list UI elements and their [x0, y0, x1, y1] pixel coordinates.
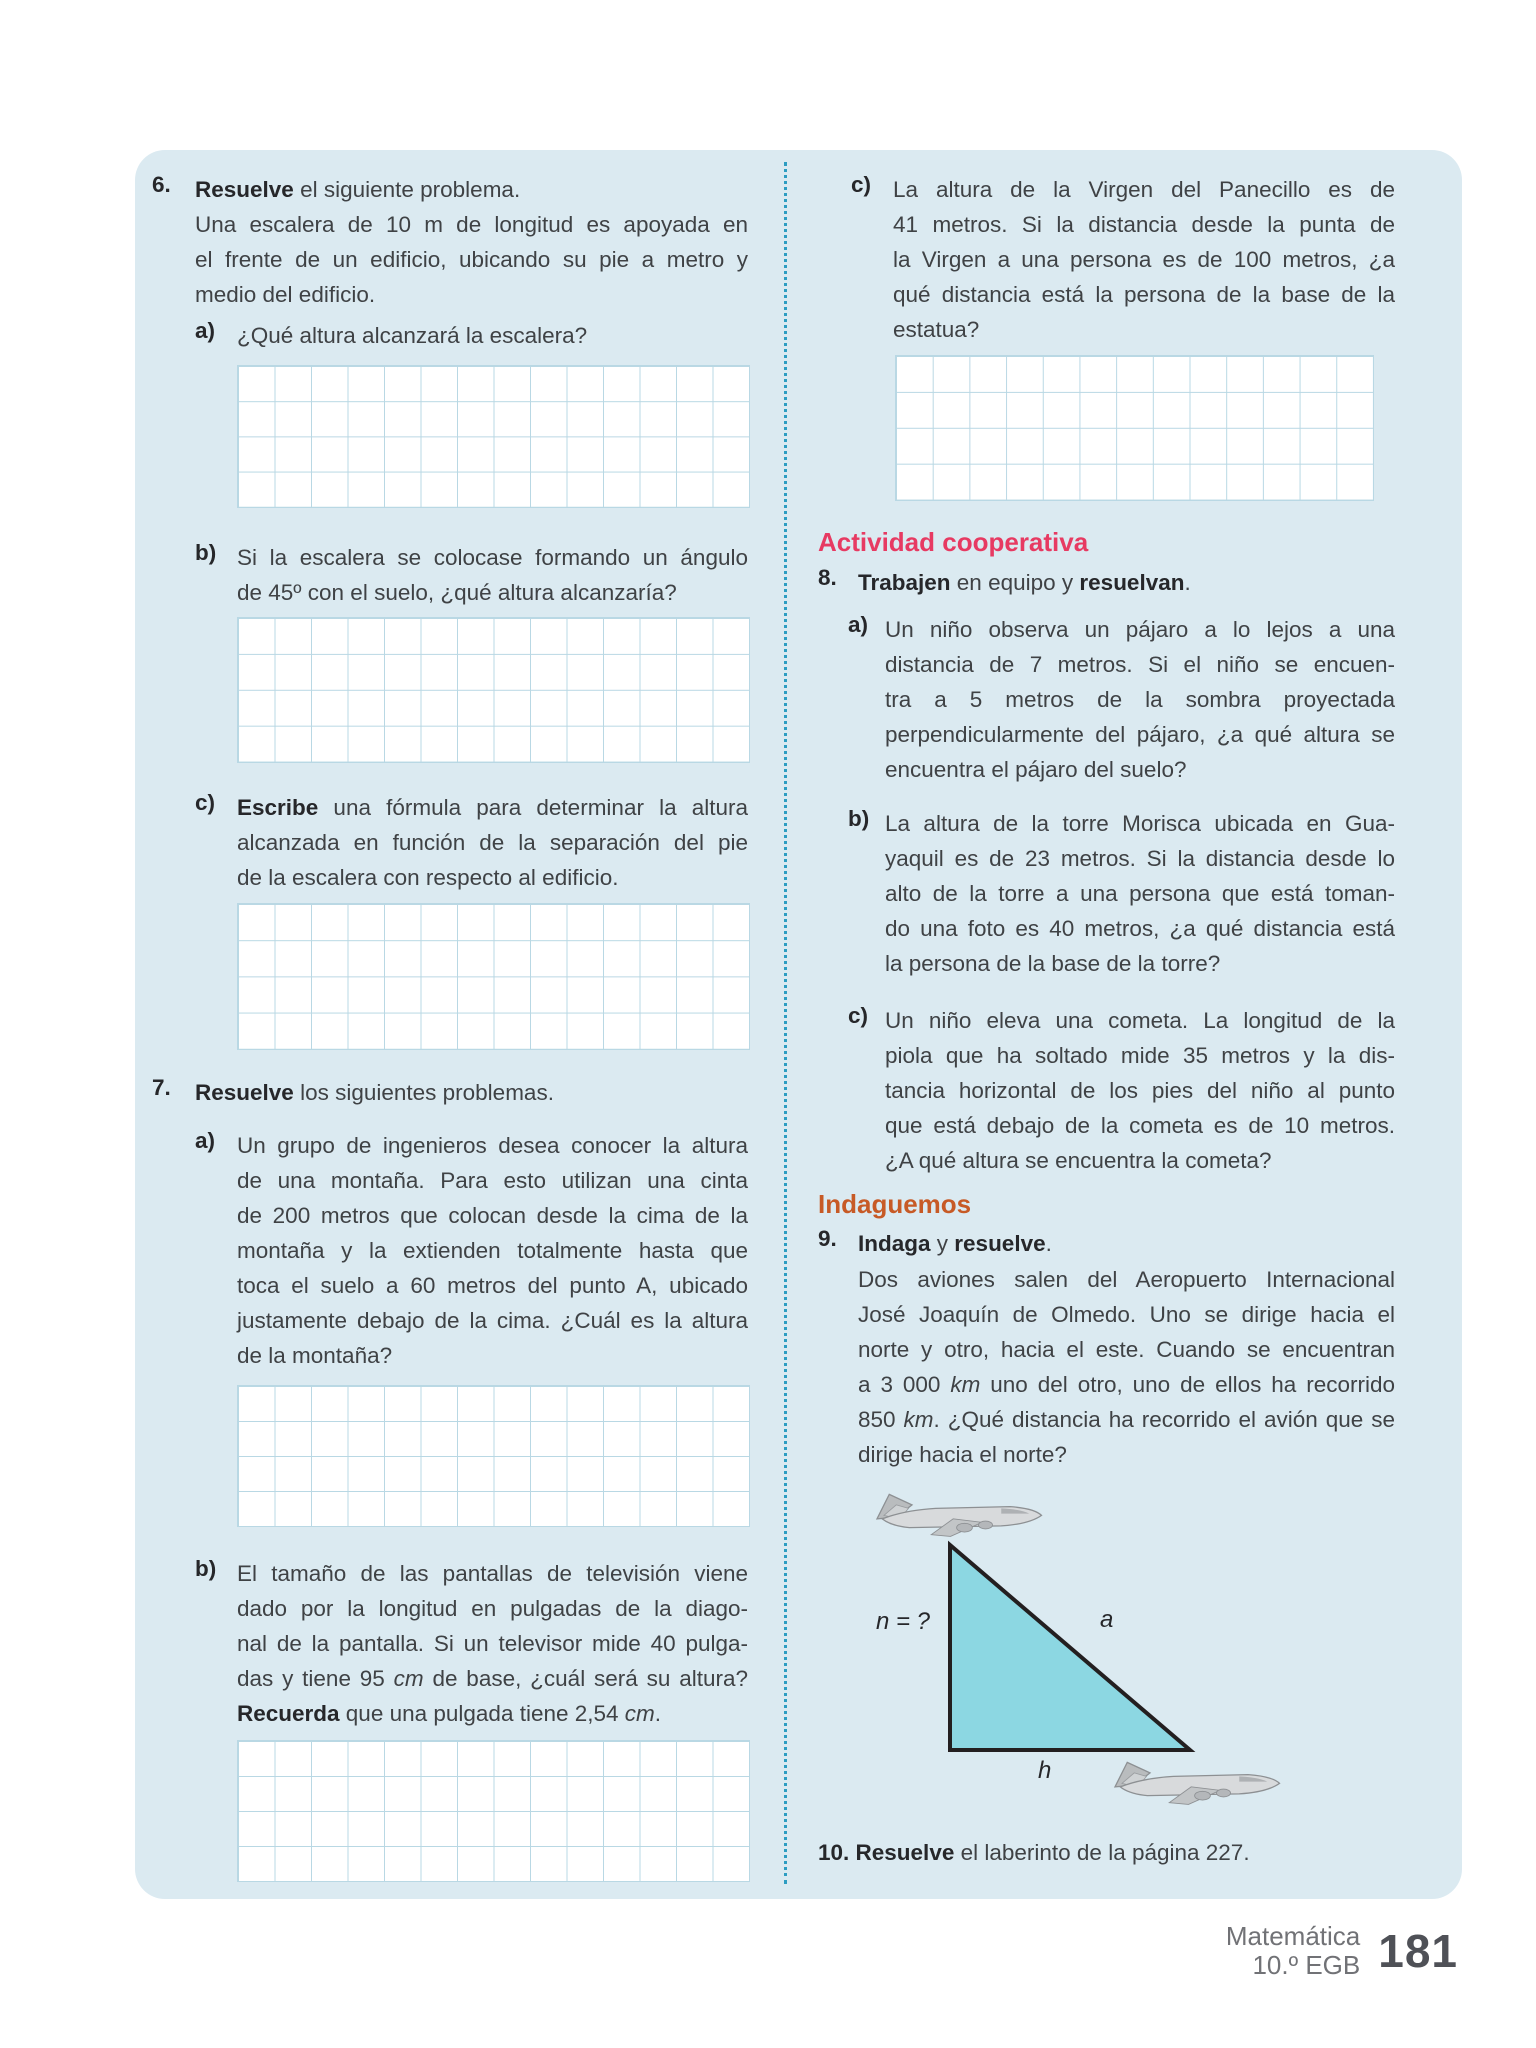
- exercise-7b: [195, 1556, 748, 1731]
- section-heading-indaguemos: Indaguemos: [818, 1189, 972, 1219]
- footer-grade: 10.º EGB: [1252, 1950, 1361, 1980]
- exercise-7a: [195, 1128, 748, 1373]
- answer-grid-6b[interactable]: [237, 617, 750, 763]
- exercise-8a-label: a): [848, 612, 869, 637]
- exercise-6-intro: Resuelve el siguiente problema.: [195, 177, 521, 202]
- exercise-7c-text: La altura de la Virgen del Panecillo es de 41 metros. Si la distancia desde la punta de la Virgen a una persona es de 100 metros, ¿a qué distancia está la persona de la base de la estatua?: [893, 177, 1395, 342]
- exercise-6c-label: c): [195, 790, 216, 815]
- answer-grid-7c[interactable]: [895, 355, 1374, 501]
- exercise-6b-label: b): [195, 540, 217, 565]
- exercise-6c-text: Escribe una fórmula para determinar la altura alcanzada en función de la separación del pie de la escalera con respecto al edificio.: [237, 795, 748, 890]
- airplane-top-image: [870, 1482, 1045, 1540]
- exercise-7-number: 7.: [152, 1075, 171, 1100]
- airplane-bottom-image: [1108, 1750, 1283, 1808]
- footer-subject: Matemática: [1225, 1921, 1361, 1951]
- exercise-8: [818, 565, 1395, 600]
- exercise-6a-label: a): [195, 318, 216, 343]
- exercise-9-intro: Indaga y resuelve.: [858, 1231, 1052, 1256]
- exercise-8a: [848, 612, 1395, 787]
- triangle-base-label: h: [1038, 1757, 1052, 1784]
- exercise-6a-text: ¿Qué altura alcanzará la escalera?: [237, 323, 588, 348]
- exercise-8c-text: Un niño eleva una cometa. La longitud de la piola que ha soltado mide 35 metros y la dis- tancia horizontal de los pies del niño al punto que está debajo de la cometa es de 10 metros. ¿A qué altura se encuentra la cometa?: [885, 1008, 1395, 1173]
- column-divider: [784, 162, 787, 1884]
- exercise-9-number: 9.: [818, 1226, 837, 1251]
- exercise-6b: [195, 540, 748, 610]
- exercise-6b-text: Si la escalera se colocase formando un ángulo de 45º con el suelo, ¿qué altura alcanzaría?: [237, 545, 748, 605]
- answer-grid-6c[interactable]: [237, 903, 750, 1050]
- exercise-8c-label: c): [848, 1003, 869, 1028]
- page-footer: [1226, 1922, 1458, 1980]
- right-triangle-figure: [900, 1535, 1220, 1765]
- exercise-7: [152, 1075, 748, 1110]
- section-heading-actividad-cooperativa: Actividad cooperativa: [818, 527, 1089, 557]
- exercise-8b-label: b): [848, 806, 870, 831]
- exercise-7c-label: c): [851, 172, 872, 197]
- exercise-8b-text: La altura de la torre Morisca ubicada en Gua- yaquil es de 23 metros. Si la distancia desde lo alto de la torre a una persona que está toman- do una foto es 40 metros, ¿a qué distancia está la persona de la base de la torre?: [885, 811, 1395, 976]
- footer-meta: [1226, 1922, 1360, 1980]
- answer-grid-6a[interactable]: [237, 365, 750, 508]
- exercise-6c: [195, 790, 748, 895]
- exercise-6: [152, 172, 748, 312]
- exercise-7c: [851, 172, 1395, 347]
- exercise-7b-label: b): [195, 1556, 217, 1581]
- exercise-9-statement: [858, 1262, 1395, 1472]
- exercise-7a-text: Un grupo de ingenieros desea conocer la altura de una montaña. Para esto utilizan una cinta de 200 metros que colocan desde la cima de la montaña y la extienden totalmente hasta que toca el suelo a 60 metros del punto A, ubicado justamente debajo de la cima. ¿Cuál es la altura de la montaña?: [237, 1133, 748, 1368]
- exercise-7b-text: El tamaño de las pantallas de televisión viene dado por la longitud en pulgadas de la diago- nal de la pantalla. Si un televisor mide 40 pulga- das y tiene 95 cm de base, ¿cuál será su altura? Recuerda que una pulgada tiene 2,54 cm.: [237, 1561, 748, 1726]
- exercise-9: [818, 1226, 1395, 1261]
- triangle-hypotenuse-label: a: [1100, 1606, 1114, 1633]
- exercise-7a-label: a): [195, 1128, 216, 1153]
- exercise-8-number: 8.: [818, 565, 837, 590]
- exercise-8a-text: Un niño observa un pájaro a lo lejos a una distancia de 7 metros. Si el niño se encuen- tra a 5 metros de la sombra proyectada perpendicularmente del pájaro, ¿a qué altura se encuentra el pájaro del suelo?: [885, 617, 1395, 782]
- exercise-8c: [848, 1003, 1395, 1178]
- exercise-6-statement: Una escalera de 10 m de longitud es apoyada en el frente de un edificio, ubicando su pie a metro y medio del edificio.: [195, 212, 748, 307]
- page-number: 181: [1378, 1925, 1458, 1977]
- answer-grid-7a[interactable]: [237, 1385, 750, 1527]
- exercise-9-text: Dos aviones salen del Aeropuerto Internacional José Joaquín de Olmedo. Uno se dirige hacia el norte y otro, hacia el este. Cuando se encuentran a 3 000 km uno del otro, uno de ellos ha recorrido 850 km. ¿Qué distancia ha recorrido el avión que se dirige hacia el norte?: [858, 1267, 1396, 1467]
- exercise-8-intro: Trabajen en equipo y resuelvan.: [858, 570, 1191, 595]
- exercise-6a: [195, 318, 748, 353]
- answer-grid-7b[interactable]: [237, 1740, 750, 1882]
- exercise-6-number: 6.: [152, 172, 171, 197]
- triangle-vertical-side-label: n = ?: [875, 1608, 930, 1635]
- exercise-10: [818, 1835, 1398, 1870]
- exercise-10-text: 10. Resuelve el laberinto de la página 227.: [818, 1840, 1250, 1865]
- exercise-7-intro: Resuelve los siguientes problemas.: [195, 1080, 554, 1105]
- exercise-8b: [848, 806, 1395, 981]
